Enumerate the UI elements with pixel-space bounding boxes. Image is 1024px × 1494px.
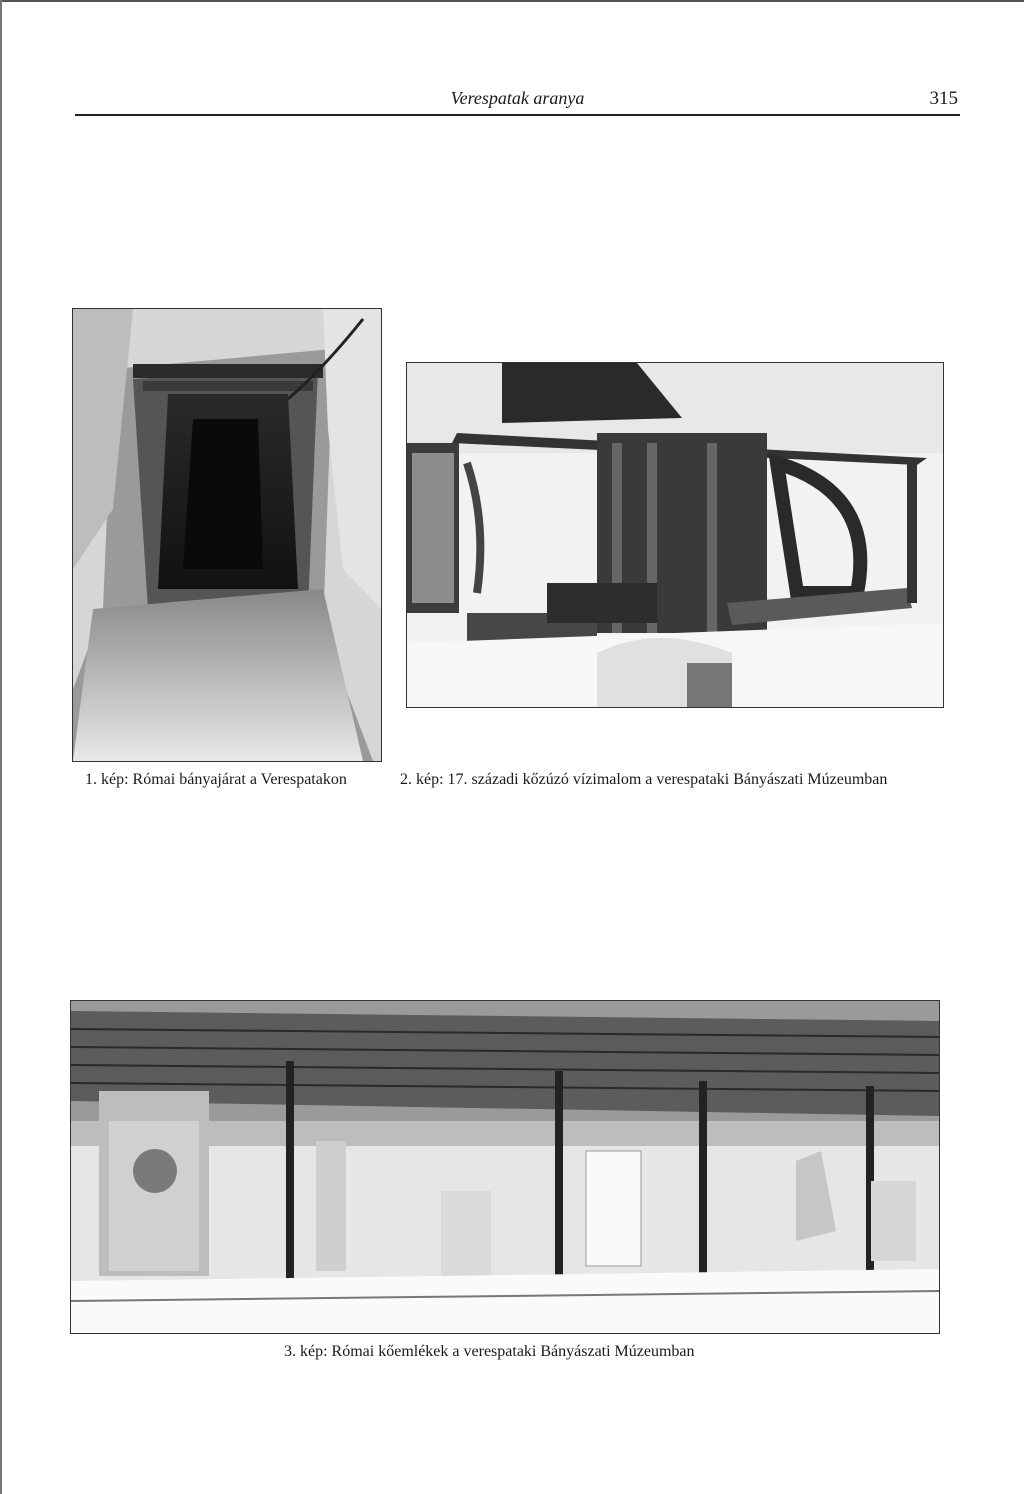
photo-water-mill (406, 362, 944, 708)
figure-caption-1: 1. kép: Római bányajárat a Verespatakon (85, 771, 347, 788)
page-edge-left (0, 0, 2, 1494)
page-number: 315 (929, 88, 958, 109)
figure-caption-2: 2. kép: 17. századi kőzúzó vízimalom a verespataki Bányászati Múzeumban (400, 771, 888, 788)
photo-roman-stone-monuments (70, 1000, 940, 1334)
running-title: Verespatak aranya (450, 88, 585, 108)
header-rule (75, 114, 960, 116)
running-header (75, 86, 960, 114)
photo-roman-mine-tunnel (72, 308, 382, 762)
figure-caption-3: 3. kép: Római kőemlékek a verespataki Bányászati Múzeumban (284, 1343, 695, 1360)
page-edge (0, 0, 1024, 2)
